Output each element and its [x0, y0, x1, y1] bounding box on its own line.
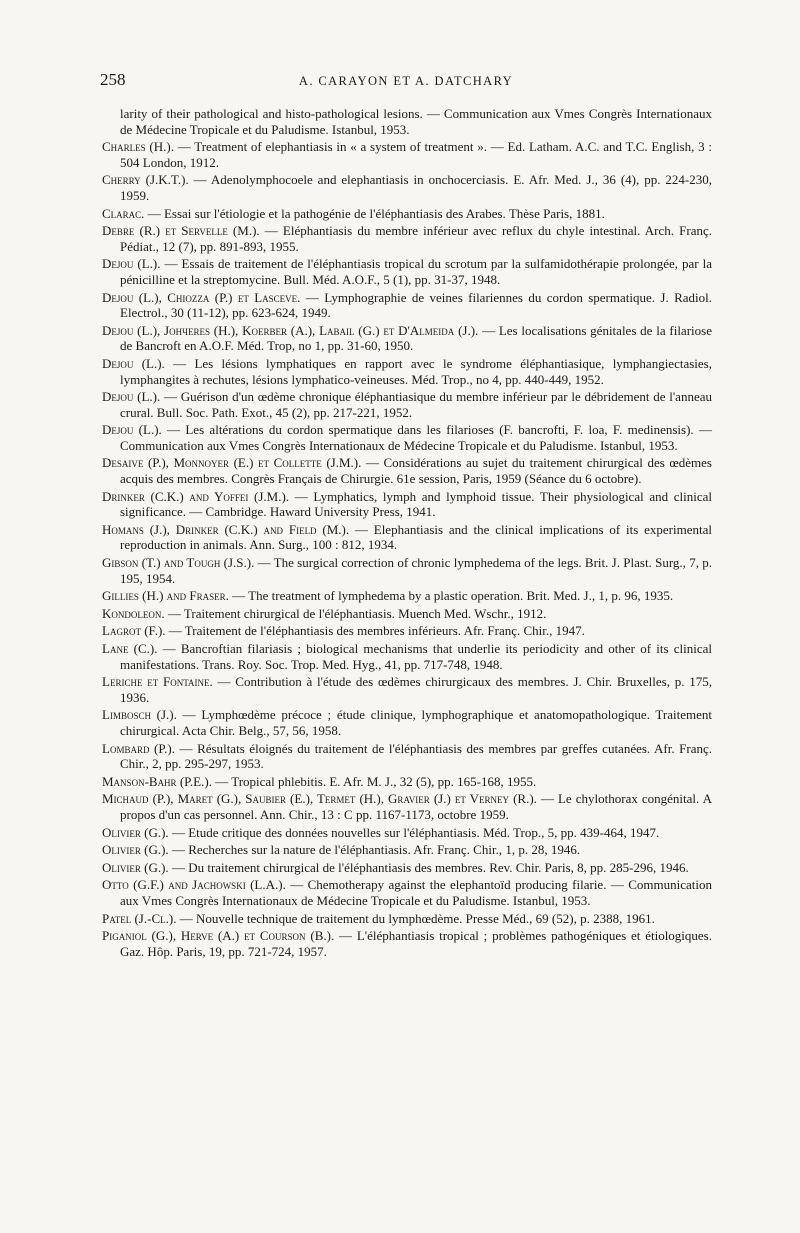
reference-entry: [102, 774, 712, 790]
reference-authors: Drinker (C.K.) and Yoffei (J.M.).: [102, 488, 290, 504]
reference-text: — Contribution à l'étude des œdèmes chirurgicaux des membres. J. Chir. Bruxelles, p. 175, 1936.: [120, 674, 713, 705]
reference-text: — Le chylothorax congénital. A propos d'un cas personnel. Ann. Chir., 13 : C pp. 1167-1173, octobre 1959.: [120, 791, 713, 822]
reference-authors: Patel (J.-Cl.).: [102, 910, 177, 926]
reference-entry: [102, 928, 712, 959]
reference-text: — Traitement de l'éléphantiasis des membres inférieurs. Afr. Franç. Chir., 1947.: [165, 623, 585, 639]
reference-entry: [102, 172, 712, 203]
reference-authors: Limbosch (J.).: [102, 707, 177, 723]
reference-authors: Dejou (L.).: [102, 355, 165, 371]
reference-authors: Dejou (L.), Chiozza (P.) et Lasceve.: [102, 289, 301, 305]
reference-authors: Olivier (G.).: [102, 842, 169, 858]
reference-authors: Manson-Bahr (P.E.).: [102, 773, 212, 789]
reference-authors: Michaud (P.), Maret (G.), Saubier (E.), Termet (H.), Gravier (J.) et Verney (R.).: [102, 791, 537, 807]
reference-entry: [102, 588, 712, 604]
reference-entry: [102, 206, 712, 222]
reference-text: — Résultats éloignés du traitement de l'éléphantiasis des membres par greffes cutanées. Afr. Franç. Chir., 2, pp. 295-297, 1953.: [120, 740, 712, 772]
reference-text: — The treatment of lymphedema by a plastic operation. Brit. Med. J., 1, p. 96, 1935.: [228, 588, 674, 604]
reference-authors: Otto (G.F.) and Jachowski (L.A.).: [102, 877, 286, 893]
reference-text: — Eléphantiasis du membre inférieur avec reflux du chyle intestinal. Arch. Franç. Pédiat., 12 (7), pp. 891-893, 1955.: [120, 223, 712, 254]
reference-entry: [102, 791, 712, 822]
reference-entry: [102, 256, 712, 287]
reference-entry: [102, 860, 712, 876]
reference-entry: [102, 106, 712, 137]
reference-authors: Gibson (T.) and Tough (J.S.).: [102, 555, 255, 571]
reference-entry: [102, 606, 712, 622]
reference-text: — Tropical phlebitis. E. Afr. M. J., 32 (5), pp. 165-168, 1955.: [211, 773, 537, 789]
reference-list: [102, 106, 712, 961]
reference-entry: [102, 741, 712, 772]
reference-text: — Lymphatics, lymph and lymphoid tissue. Their physiological and clinical significance. — Cambridge. Haward University Press, 1941.: [120, 488, 712, 520]
reference-entry: [102, 223, 712, 254]
reference-text: — Les localisations génitales de la filariose de Bancroft en A.O.F. Méd. Trop, no 1, pp. 31-60, 1950.: [120, 322, 712, 354]
reference-text: — L'éléphantiasis tropical ; problèmes pathogéniques et étiologiques. Gaz. Hôp. Paris, 19, pp. 721-724, 1957.: [120, 928, 712, 959]
reference-authors: Lane (C.).: [102, 641, 158, 656]
reference-text: — Les lésions lymphatiques en rapport avec le syndrome éléphantiasique, lymphangiectasies, lymphangites à rechutes, lésions lymphatico-veineuses. Méd. Trop., no 4, pp. 440-449, 1952.: [120, 355, 712, 387]
reference-authors: Dejou (L.).: [102, 389, 161, 405]
reference-authors: Gillies (H.) and Fraser.: [102, 588, 229, 604]
reference-entry: [102, 422, 712, 453]
reference-authors: Desaive (P.), Monnoyer (E.) et Collette (J.M.).: [102, 455, 362, 471]
reference-entry: [102, 139, 712, 170]
reference-authors: Clarac.: [102, 205, 145, 221]
reference-authors: Piganiol (G.), Herve (A.) et Courson (B.).: [102, 928, 335, 944]
reference-authors: Charles (H.).: [102, 139, 174, 155]
reference-authors: Dejou (L.).: [102, 422, 162, 438]
reference-entry: [102, 674, 712, 705]
reference-text: — Traitement chirurgical de l'éléphantiasis. Muench Med. Wschr., 1912.: [164, 605, 547, 621]
reference-entry: [102, 323, 712, 354]
reference-text: — Adenolymphocoele and elephantiasis in onchocerciasis. E. Afr. Med. J., 36 (4), pp. 224-230, 1959.: [120, 172, 712, 203]
reference-text: — Essai sur l'étiologie et la pathogénie de l'éléphantiasis des Arabes. Thèse Paris, 1881.: [144, 205, 605, 221]
reference-text: — Les altérations du cordon spermatique dans les filarioses (F. bancrofti, F. loa, F. medinensis). — Communication aux Vmes Congrès Internationaux de Médecine Tropicale et du Paludisme. Istanbul, 1953.: [120, 422, 712, 453]
reference-text: — Du traitement chirurgical de l'éléphantiasis des membres. Rev. Chir. Paris, 8, pp. 285-296, 1946.: [168, 859, 689, 875]
reference-entry: [102, 877, 712, 908]
reference-text: — Etude critique des données nouvelles sur l'éléphantiasis. Méd. Trop., 5, pp. 439-464, 1947.: [168, 824, 660, 840]
reference-authors: Dejou (L.), Jончeres (H.), Koerber (A.), Labail (G.) et D'Almeida (J.).: [102, 322, 479, 338]
reference-entry: [102, 623, 712, 639]
reference-entry: [102, 389, 712, 420]
reference-text: — The surgical correction of chronic lymphedema of the legs. Brit. J. Plast. Surg., 7, p. 195, 1954.: [120, 555, 712, 586]
reference-text: — Essais de traitement de l'éléphantiasis tropical du scrotum par la sulfamidothérapie prolongée, par la pénicilline et la streptomycine. Bull. Méd. A.O.F., 5 (1), pp. 31-37, 1948.: [120, 256, 712, 287]
reference-authors: Olivier (G.).: [102, 859, 169, 875]
page-number: 258: [100, 70, 126, 89]
reference-entry: [102, 911, 712, 927]
reference-authors: Homans (J.), Drinker (C.K.) and Field (M.).: [102, 521, 350, 537]
reference-entry: [102, 707, 712, 738]
reference-authors: Cherry (J.K.T.).: [102, 172, 189, 188]
reference-text: — Bancroftian filariasis ; biological mechanisms that underlie its periodicity and other of its clinical manifestations. Trans. Roy. Soc. Trop. Med. Hyg., 41, pp. 717-748, 1948.: [120, 641, 712, 672]
reference-entry: [102, 825, 712, 841]
reference-authors: Lagrot (F.).: [102, 623, 166, 639]
reference-text: — Nouvelle technique de traitement du lymphœdème. Presse Méd., 69 (52), p. 2388, 1961.: [176, 910, 655, 926]
reference-authors: Kondoleon.: [102, 605, 165, 621]
reference-text: — Chemotherapy against the elephantoïd producing filarie. — Communication aux Vmes Congrès Internationaux de Médecine Tropicale et du Paludisme. Istanbul, 1953.: [120, 877, 713, 908]
reference-text: larity of their pathological and histo-pathological lesions. — Communication aux Vmes Congrès Internationaux de Médecine Tropicale et du Paludisme. Istanbul, 1953.: [120, 106, 712, 137]
reference-entry: [102, 290, 712, 321]
reference-entry: [102, 455, 712, 486]
reference-text: — Guérison d'un œdème chronique éléphantiasique du membre inférieur par le débridement de l'anneau crural. Bull. Soc. Path. Exot., 45 (2), pp. 217-221, 1952.: [120, 389, 712, 420]
reference-entry: [102, 489, 712, 520]
reference-text: — Considérations au sujet du traitement chirurgical des œdèmes acquis des membres. Congrès Français de Chirurgie. 61e session, Paris, 1959 (Séance du 6 octobre).: [120, 455, 712, 487]
reference-text: — Treatment of elephantiasis in « a system of treatment ». — Ed. Latham. A.C. and T.C. English, 3 : 504 London, 1912.: [120, 139, 712, 170]
reference-entry: [102, 522, 712, 553]
reference-entry: [102, 356, 712, 387]
reference-text: — Recherches sur la nature de l'éléphantiasis. Afr. Franç. Chir., 1, p. 28, 1946.: [168, 842, 581, 858]
reference-authors: Lombard (P.).: [102, 740, 175, 756]
reference-text: — Elephantiasis and the clinical implications of its experimental reproduction in animals. Ann. Surg., 100 : 812, 1934.: [120, 521, 712, 553]
reference-authors: Olivier (G.).: [102, 824, 169, 840]
reference-entry: [102, 641, 712, 672]
reference-authors: Debre (R.) et Servelle (M.).: [102, 223, 260, 239]
reference-authors: Leriche et Fontaine.: [102, 674, 213, 690]
reference-entry: [102, 555, 712, 586]
reference-text: — Lymphœdème précoce ; étude clinique, lymphographique et anatomopathologique. Traitement chirurgical. Acta Chir. Belg., 57, 56, 1958.: [120, 707, 712, 738]
running-title: A. CARAYON ET A. DATCHARY: [298, 74, 514, 88]
reference-authors: Dejou (L.).: [102, 256, 161, 272]
reference-entry: [102, 842, 712, 858]
page-header: [100, 70, 712, 94]
reference-text: — Lymphographie de veines filariennes du cordon spermatique. J. Radiol. Electrol., 30 (11-12), pp. 623-624, 1949.: [120, 289, 712, 321]
